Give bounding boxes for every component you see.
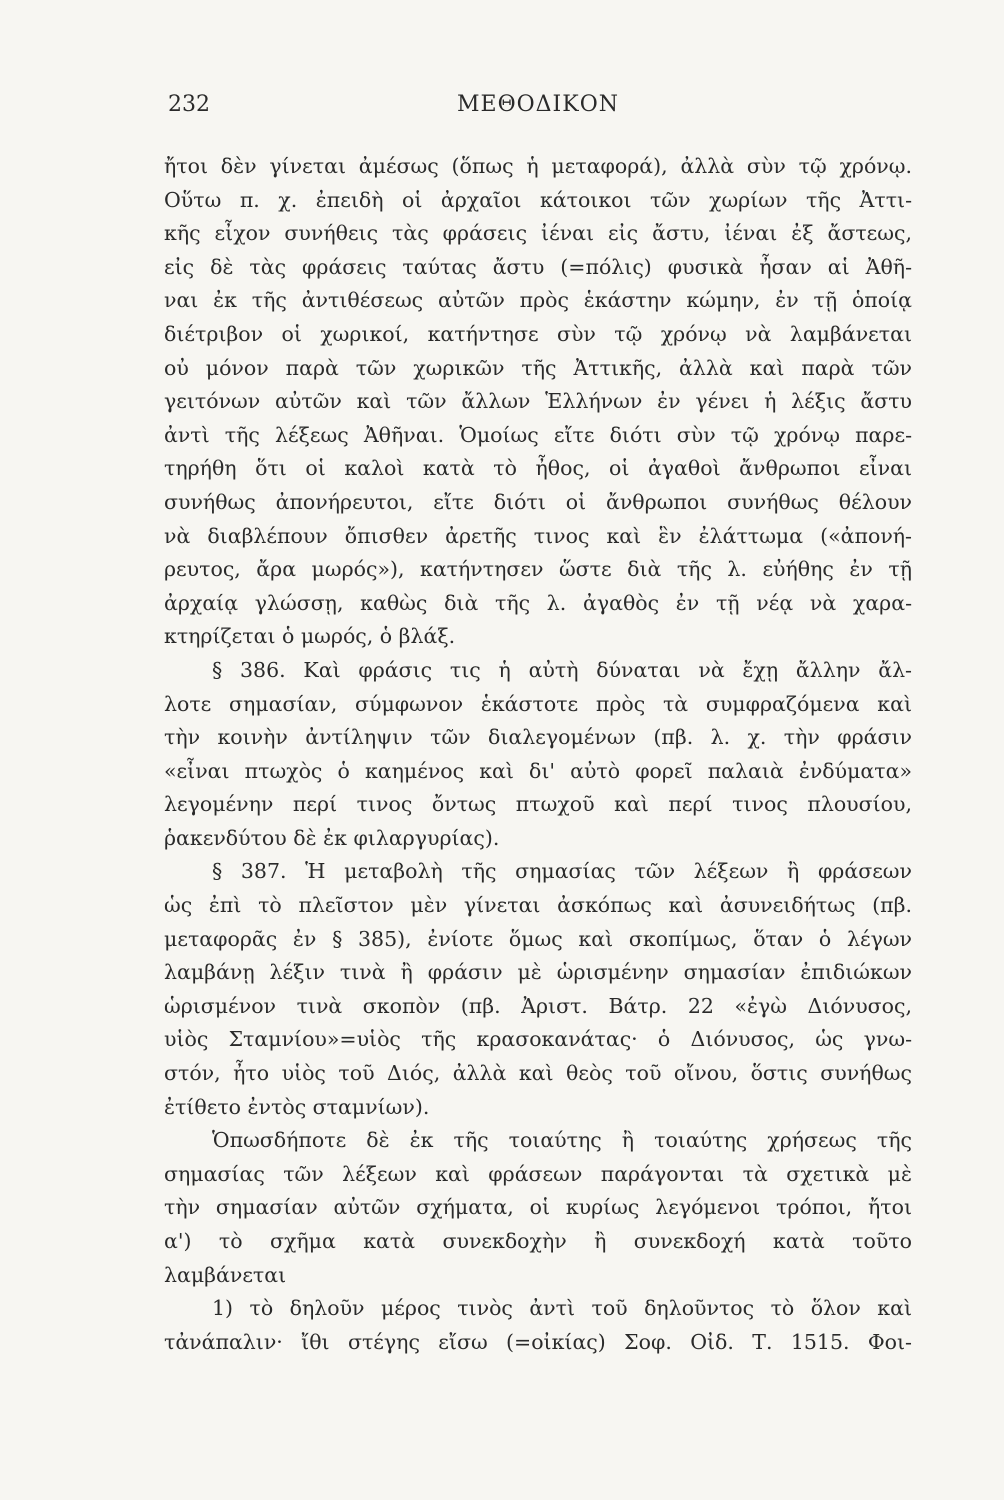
text-line: τὴν κοινὴν ἀντίληψιν τῶν διαλεγομένων (πβ. λ. χ. τὴν φράσιν — [164, 725, 912, 750]
text-line: γειτόνων αὐτῶν καὶ τῶν ἄλλων Ἑλλήνων ἐν γένει ἡ λέξις ἄστυ — [164, 389, 912, 414]
text-line: νὰ διαβλέπουν ὄπισθεν ἀρετῆς τινος καὶ ἓν ἐλάττωμα («ἀπονή- — [164, 523, 912, 548]
text-line: § 386. Καὶ φράσις τις ἡ αὐτὴ δύναται νὰ ἔχῃ ἄλλην ἄλ- — [212, 657, 912, 682]
page-number: 232 — [168, 92, 210, 117]
text-line: 1) τὸ δηλοῦν μέρος τινὸς ἀντὶ τοῦ δηλοῦντος τὸ ὅλον καὶ — [212, 1296, 912, 1321]
text-line: υἱὸς Σταμνίου»=υἱὸς τῆς κρασοκανάτας· ὁ Διόνυσος, ὡς γνω- — [164, 1027, 912, 1052]
text-line: λοτε σημασίαν, σύμφωνον ἑκάστοτε πρὸς τὰ συμφραζόμενα καὶ — [164, 691, 912, 716]
text-line: μεταφορᾶς ἐν § 385), ἐνίοτε ὅμως καὶ σκοπίμως, ὅταν ὁ λέγων — [164, 926, 912, 951]
text-line: οὐ μόνον παρὰ τῶν χωρικῶν τῆς Ἀττικῆς, ἀλλὰ καὶ παρὰ τῶν — [164, 355, 912, 380]
text-line: στόν, ἦτο υἱὸς τοῦ Διός, ἀλλὰ καὶ θεὸς τοῦ οἴνου, ὅστις συνήθως — [164, 1061, 912, 1086]
text-line: ρευτος, ἄρα μωρός»), κατήντησεν ὥστε διὰ τῆς λ. εὐήθης ἐν τῇ — [164, 557, 912, 582]
text-line: ἤτοι δὲν γίνεται ἀμέσως (ὅπως ἡ μεταφορά), ἀλλὰ σὺν τῷ χρόνῳ. — [164, 154, 912, 178]
text-line: τὴν σημασίαν αὐτῶν σχήματα, οἱ κυρίως λεγόμενοι τρόποι, ἤτοι — [164, 1195, 912, 1220]
text-line: Οὕτω π. χ. ἐπειδὴ οἱ ἀρχαῖοι κάτοικοι τῶν χωρίων τῆς Ἀττι- — [164, 187, 912, 212]
text-line: ὡς ἐπὶ τὸ πλεῖστον μὲν γίνεται ἀσκόπως καὶ ἀσυνειδήτως (πβ. — [164, 893, 912, 918]
text-line: α') τὸ σχῆμα κατὰ συνεκδοχὴν ἢ συνεκδοχή κατὰ τοῦτο — [164, 1229, 912, 1253]
text-line: ἀρχαίᾳ γλώσσῃ, καθὼς διὰ τῆς λ. ἀγαθὸς ἐν τῇ νέᾳ νὰ χαρα- — [164, 590, 912, 615]
text-line: ἐτίθετο ἐντὸς σταμνίων). — [164, 1094, 430, 1119]
text-line: «εἶναι πτωχὸς ὁ καημένος καὶ δι' αὐτὸ φορεῖ παλαιὰ ἐνδύματα» — [164, 758, 912, 783]
text-line: σημασίας τῶν λέξεων καὶ φράσεων παράγονται τὰ σχετικὰ μὲ — [164, 1161, 912, 1186]
running-title: ΜΕΘΟΔΙΚΟΝ — [457, 92, 619, 117]
text-line: ναι ἐκ τῆς ἀντιθέσεως αὐτῶν πρὸς ἑκάστην κώμην, ἐν τῇ ὁποίᾳ — [164, 288, 912, 313]
text-line: εἰς δὲ τὰς φράσεις ταύτας ἄστυ (=πόλις) φυσικὰ ἦσαν αἱ Ἀθῆ- — [164, 254, 912, 279]
text-line: συνήθως ἀπονήρευτοι, εἴτε διότι οἱ ἄνθρωποι συνήθως θέλουν — [164, 489, 912, 514]
text-line: τηρήθη ὅτι οἱ καλοὶ κατὰ τὸ ἦθος, οἱ ἀγαθοὶ ἄνθρωποι εἶναι — [164, 456, 912, 481]
page-header — [168, 92, 908, 132]
text-line: λαμβάνῃ λέξιν τινὰ ἢ φράσιν μὲ ὡρισμένην σημασίαν ἐπιδιώκων — [164, 960, 912, 985]
text-line: τἀνάπαλιν· ἴθι στέγης εἴσω (=οἰκίας) Σοφ. Οἰδ. Τ. 1515. Φοι- — [164, 1329, 912, 1354]
text-line: ἀντὶ τῆς λέξεως Ἀθῆναι. Ὁμοίως εἴτε διότι σὺν τῷ χρόνῳ παρε- — [164, 422, 912, 447]
text-line: § 387. Ἡ μεταβολὴ τῆς σημασίας τῶν λέξεων ἢ φράσεων — [212, 859, 912, 884]
text-line: λαμβάνεται — [164, 1262, 287, 1287]
text-line: λεγομένην περί τινος ὄντως πτωχοῦ καὶ περί τινος πλουσίου, — [164, 792, 912, 817]
text-line: Ὁπωσδήποτε δὲ ἐκ τῆς τοιαύτης ἢ τοιαύτης χρήσεως τῆς — [212, 1128, 912, 1153]
text-line: κτηρίζεται ὁ μωρός, ὁ βλάξ. — [164, 624, 456, 649]
text-line: ῥακενδύτου δὲ ἐκ φιλαργυρίας). — [164, 825, 500, 850]
text-line: ὡρισμένον τινὰ σκοπὸν (πβ. Ἀριστ. Βάτρ. 22 «ἐγὼ Διόνυσος, — [164, 993, 912, 1018]
text-line: διέτριβον οἱ χωρικοί, κατήντησε σὺν τῷ χρόνῳ νὰ λαμβάνεται — [164, 321, 912, 346]
body-text — [164, 150, 912, 1359]
text-line: κῆς εἶχον συνήθεις τὰς φράσεις ἰέναι εἰς ἄστυ, ἰέναι ἐξ ἄστεως, — [164, 221, 912, 246]
